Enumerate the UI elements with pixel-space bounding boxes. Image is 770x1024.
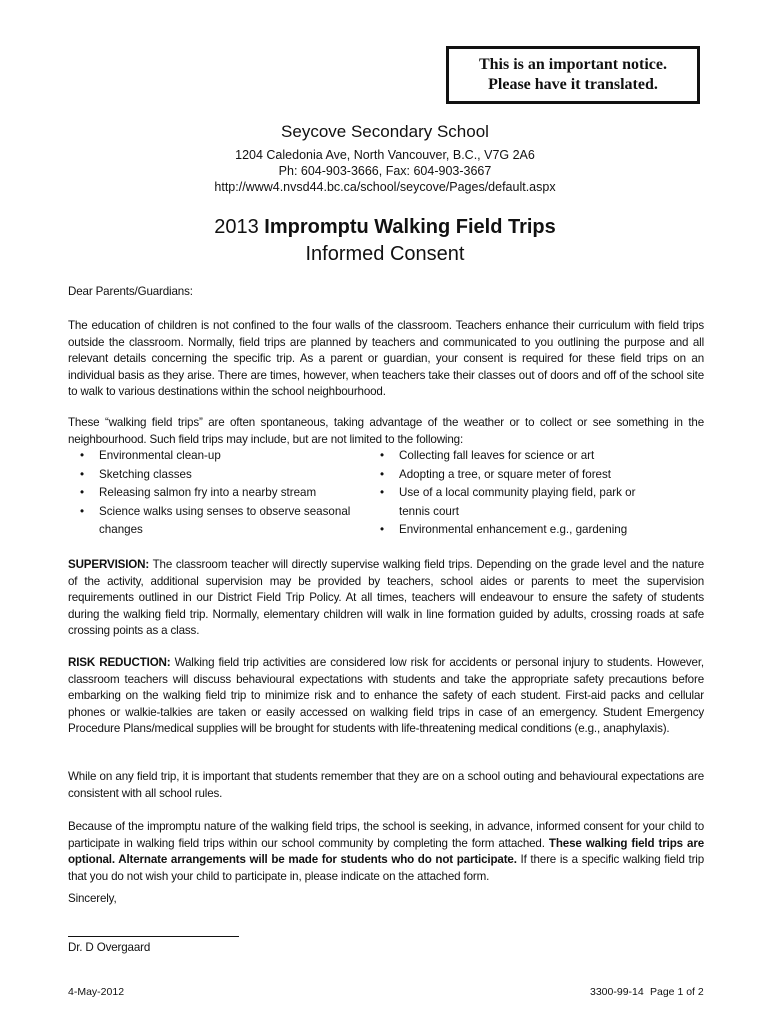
walking-trips-paragraph: These “walking field trips” are often spontaneous, taking advantage of the weather or to collect or see something in the neighbourhood. Such field trips may include, but are not limited to the following: bbox=[68, 416, 704, 446]
school-name: Seycove Secondary School bbox=[281, 122, 489, 141]
consent-bold: These walking field trips are optional. Alternate arrangements will be made for students who do not participate. bbox=[68, 836, 704, 866]
risk-text: Walking field trip activities are considered low risk for accidents or personal injury to students. However, classroom teachers will discuss behavioural expectations with students and take the appropriate safety precautions before embarking on the walking field trip to minimize risk and to enhance the safety of each student. First-aid packs and cellular phones or walkie-talkies are taken or easily accessed on walking field trips in case of an emergency. Student Emergency Procedure Plans/medical supplies will be brought for students with life-threatening medical conditions (e.g., anaphylaxis). bbox=[68, 656, 704, 735]
list-item: • Use of a local community playing field, park or tennis court bbox=[368, 484, 640, 521]
risk-label: RISK REDUCTION: bbox=[68, 656, 171, 669]
footer-page: Page 1 of 2 bbox=[650, 986, 704, 998]
footer-code: 3300-99-14 bbox=[590, 986, 644, 998]
list-item: • Environmental enhancement e.g., gardening bbox=[368, 521, 640, 540]
supervision-text: The classroom teacher will directly supervise walking field trips. Depending on the grade level and the nature of the activity, additional supervision may be provided by teachers, school aides or parents to meet the supervision requirements outlined in our District Field Trip Policy. At all times, teachers will endeavour to ensure the safety of students during the walking field trip. Normally, elementary children will walk in line formation guided by adults, crossing roads at safe crossing points as a class. bbox=[68, 558, 704, 637]
list-item: • Adopting a tree, or square meter of forest bbox=[368, 466, 640, 485]
notice-line-2: Please have it translated. bbox=[488, 76, 658, 93]
list-item: • Releasing salmon fry into a nearby stream bbox=[68, 484, 358, 503]
consent-text-2: If there is a specific walking field trip that you do not wish your child to participate in, please indicate on the attached form. bbox=[68, 853, 705, 883]
title-bold: Impromptu Walking Field Trips bbox=[264, 216, 556, 238]
list-item: • Science walks using senses to observe seasonal changes bbox=[68, 503, 358, 540]
risk-reduction-paragraph bbox=[68, 655, 704, 738]
signer-name: Dr. D Overgaard bbox=[68, 941, 151, 954]
salutation: Dear Parents/Guardians: bbox=[68, 285, 193, 298]
intro-paragraph: The education of children is not confined to the four walls of the classroom. Teachers enhance their curriculum with field trips outside the classroom. Normally, field trips are planned by teachers and communicated to you outlining the purpose and all relevant details concerning the specific trip. As a parent or guardian, your consent is required for these field trips on an individual basis as they arise. There are times, however, when teachers take their classes out of doors and off of the school site to walk to various destinations within the school neighbourhood. bbox=[68, 319, 704, 398]
school-phone: Ph: 604-903-3666, Fax: 604-903-3667 bbox=[278, 164, 492, 178]
consent-paragraph bbox=[68, 819, 704, 885]
supervision-label: SUPERVISION: bbox=[68, 558, 150, 571]
title-year: 2013 bbox=[214, 216, 259, 238]
closing: Sincerely, bbox=[68, 892, 117, 905]
document-subtitle: Informed Consent bbox=[305, 243, 465, 265]
school-url: http://www4.nvsd44.bc.ca/school/seycove/Pages/default.aspx bbox=[214, 180, 556, 194]
supervision-paragraph bbox=[68, 557, 704, 640]
rules-paragraph: While on any field trip, it is important that students remember that they are on a school outing and behavioural expectations are consistent with all school rules. bbox=[68, 770, 704, 800]
bullet-list-left bbox=[68, 447, 358, 540]
consent-text-1: Because of the impromptu nature of the walking field trips, the school is seeking, in advance, informed consent for your child to participate in walking field trips within our school community by completing the form attached. bbox=[68, 820, 704, 850]
signature-line bbox=[68, 936, 239, 937]
bullet-list-right bbox=[368, 447, 640, 540]
list-item: • Collecting fall leaves for science or art bbox=[368, 447, 640, 466]
document-title bbox=[0, 216, 770, 239]
school-contact bbox=[0, 147, 770, 195]
school-address: 1204 Caledonia Ave, North Vancouver, B.C., V7G 2A6 bbox=[235, 148, 535, 162]
translation-notice-box bbox=[446, 46, 700, 104]
footer-date: 4-May-2012 bbox=[68, 986, 125, 998]
list-item: • Environmental clean-up bbox=[68, 447, 358, 466]
list-item: • Sketching classes bbox=[68, 466, 358, 485]
notice-line-1: This is an important notice. bbox=[478, 56, 667, 73]
